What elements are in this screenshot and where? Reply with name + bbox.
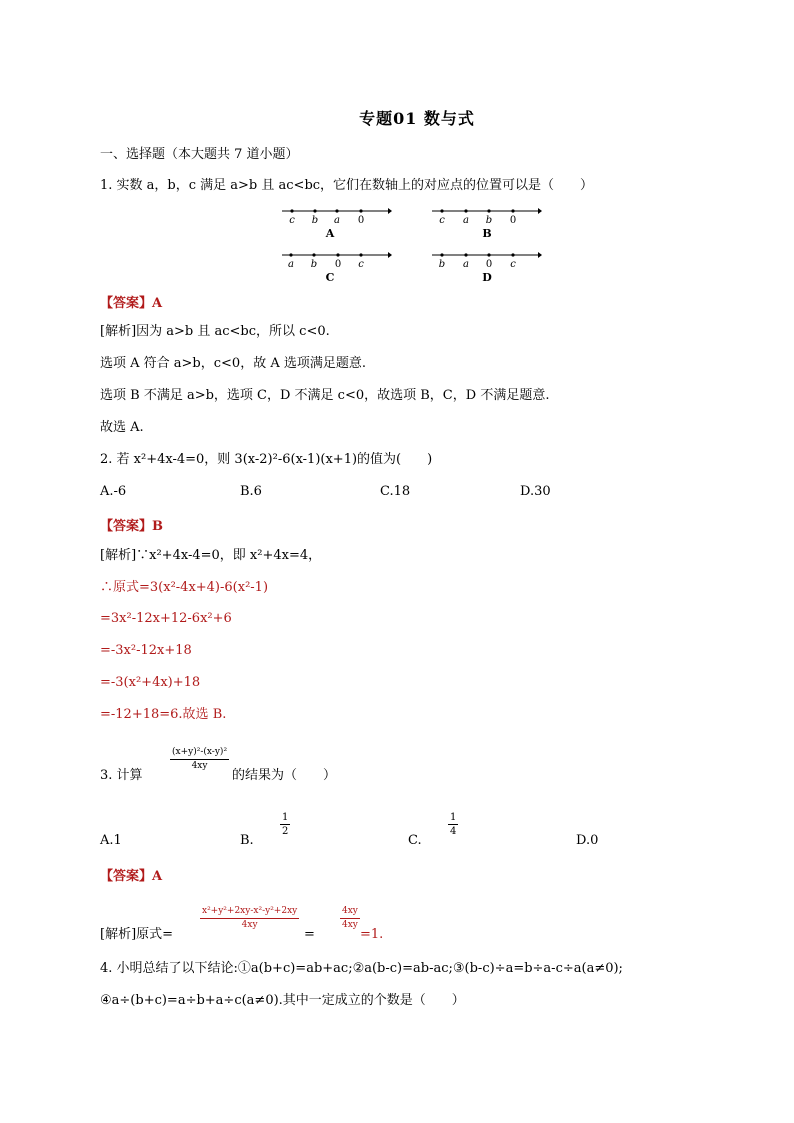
point-label: 0 — [357, 215, 365, 226]
point-label: c — [289, 215, 295, 226]
question-4-line-2: ④a÷(b+c)=a÷b+a÷c(a≠0).其中一定成立的个数是（ ） — [100, 993, 465, 1008]
question-4-line-1: 4. 小明总结了以下结论:①a(b+c)=ab+ac;②a(b-c)=ab-ac;③(b-c)÷a=b÷a-c÷a(a≠0); — [100, 961, 623, 976]
question-3-option-c: C. — [408, 833, 422, 848]
point-label: c — [358, 259, 364, 270]
point-label: c — [510, 259, 516, 270]
question-1-analysis-line: 故选 A. — [100, 420, 144, 435]
question-2-analysis-line: =-3(x²+4x)+18 — [100, 675, 201, 690]
question-2-analysis-line: ∴原式=3(x²-4x+4)-6(x²-1) — [100, 580, 269, 595]
question-2-option-b: B.6 — [240, 484, 262, 499]
equals-sign: = — [304, 927, 315, 942]
option-label: D — [482, 271, 492, 284]
question-2-analysis-line: =-12+18=6.故选 B. — [100, 707, 227, 722]
option-c-fraction: $\frac{1}{4}$ — [450, 812, 457, 837]
question-2-option-a: A.-6 — [100, 484, 127, 499]
point-label: a — [463, 215, 469, 226]
question-1-analysis-line: [解析]因为 a>b 且 ac<bc，所以 c<0. — [100, 324, 330, 339]
number-line-option-c — [280, 250, 392, 284]
option-label: B — [482, 227, 492, 240]
question-1-analysis-line: 选项 A 符合 a>b，c<0，故 A 选项满足题意. — [100, 356, 366, 371]
question-3-option-b: B. — [240, 833, 254, 848]
number-line-option-b — [430, 206, 542, 240]
point-label: b — [311, 215, 319, 226]
point-label: a — [288, 259, 294, 270]
question-2-stem: 2. 若 x²+4x-4=0，则 3(x-2)²-6(x-1)(x+1)的值为( ) — [100, 452, 433, 467]
question-3-stem-prefix: 3. 计算 — [100, 768, 143, 783]
number-line-option-a — [280, 206, 392, 240]
point-label: 0 — [509, 215, 517, 226]
question-3-analysis-prefix: [解析]原式= — [100, 927, 174, 942]
point-label: 0 — [485, 259, 493, 270]
number-line-option-d — [430, 250, 542, 284]
question-3-option-d: D.0 — [576, 833, 599, 848]
option-b-fraction: $\frac{1}{2}$ — [282, 812, 289, 837]
question-3-expression: $\frac{\text{(x+y)²-(x-y)²}}{4xy}$ — [172, 747, 228, 771]
point-label: 0 — [334, 259, 342, 270]
question-2-analysis-line: =-3x²-12x+18 — [100, 643, 192, 658]
question-3-answer: 【答案】A — [100, 869, 163, 884]
question-2-option-d: D.30 — [520, 484, 551, 499]
point-label: a — [334, 215, 340, 226]
point-label: b — [485, 215, 493, 226]
point-label: b — [310, 259, 318, 270]
question-1-stem: 1. 实数 a，b，c 满足 a>b 且 ac<bc，它们在数轴上的对应点的位置可以是（ ） — [100, 178, 594, 193]
question-2-analysis-line: =3x²-12x+12-6x²+6 — [100, 611, 232, 626]
question-1-analysis-line: 选项 B 不满足 a>b，选项 C，D 不满足 c<0，故选项 B，C，D 不满足题意. — [100, 388, 550, 403]
section-heading: 一、选择题（本大题共 7 道小题） — [100, 147, 299, 162]
analysis-fraction-1: $\frac{\text{x²+y²+2xy-x²-y²+2xy}}{4xy}$ — [202, 906, 298, 930]
question-2-option-c: C.18 — [380, 484, 411, 499]
question-3-stem-suffix: 的结果为（ ） — [232, 768, 337, 783]
point-label: a — [463, 259, 469, 270]
question-1-answer: 【答案】A — [100, 296, 163, 311]
point-label: c — [439, 215, 445, 226]
point-label: b — [438, 259, 446, 270]
question-2-answer: 【答案】B — [100, 519, 164, 534]
question-2-analysis-line: [解析]∵x²+4x-4=0，即 x²+4x=4， — [100, 548, 322, 563]
page-title: 专题01 数与式 — [359, 109, 475, 128]
question-3-option-a: A.1 — [100, 833, 122, 848]
option-label: A — [325, 227, 335, 240]
option-label: C — [325, 271, 335, 284]
analysis-fraction-2: $\frac{4xy}{4xy}$ — [342, 906, 358, 930]
question-3-analysis-suffix: =1. — [360, 927, 384, 942]
